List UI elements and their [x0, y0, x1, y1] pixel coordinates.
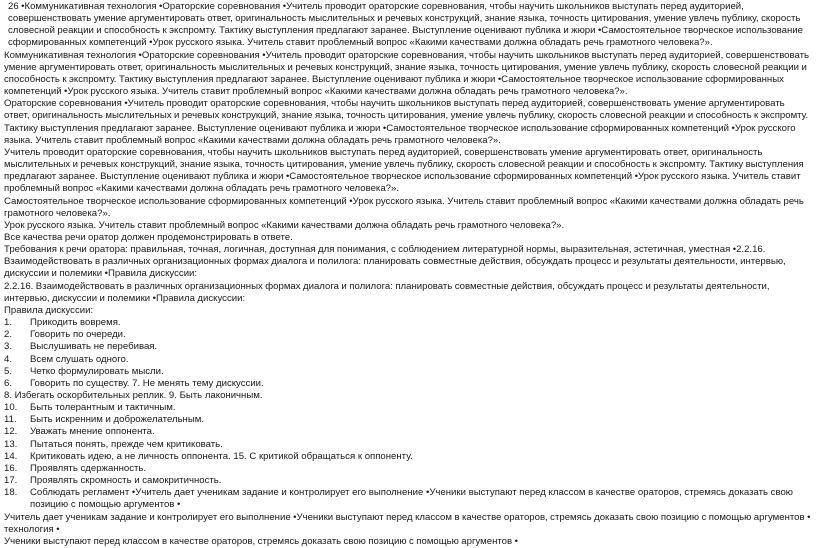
- list-number: 10.: [4, 402, 18, 414]
- list-number: 17.: [4, 475, 18, 487]
- list-number: 2.: [4, 329, 13, 341]
- list-text: Пытаться понять, прежде чем критиковать.: [30, 438, 223, 450]
- closing-paragraph-2: Ученики выступают перед классом в качестве ораторов, стремясь доказать свою позицию с помощью аргументов •: [4, 535, 518, 547]
- list-text: Критиковать идею, а не личность оппонента. 15. С критикой обращаться к оппоненту.: [30, 450, 413, 462]
- list-item: [4, 487, 812, 511]
- list-item: [4, 463, 812, 475]
- list-text: Говорить по существу. 7. Не менять тему дискуссии.: [30, 377, 264, 389]
- paragraph-6: Урок русского языка. Учитель ставит проблемный вопрос «Какими качествами должна обладать речь грамотного человека?».: [4, 219, 565, 231]
- paragraph-7: Все качества речи оратор должен продемонстрировать в ответе.: [4, 231, 293, 243]
- list-item: [4, 317, 812, 329]
- list-text: Четко формулировать мысли.: [30, 365, 164, 377]
- list-number: 18.: [4, 487, 18, 499]
- list-text: Говорить по очереди.: [30, 329, 126, 341]
- list-item: [4, 475, 812, 487]
- paragraph-3: Ораторские соревнования •Учитель проводит ораторские соревнования, чтобы научить школьников выступать перед аудиторией, совершенствовать умение аргументировать ответ, оригинальность мыслительных и речевых конструкций, знание языка, точность цитирования, умение увлечь публику, скорость словесной реакции и способность к экспромту. Тактику выступления предлагают заранее. Выступление оценивают публика и жюри •Самостоятельное творческое использование сформированных компетенций •Урок русского языка. Учитель ставит проблемный вопрос «Какими качествами должна обладать речь грамотного человека?».: [4, 98, 809, 146]
- discussion-rules-list: [4, 317, 812, 512]
- list-number: 12.: [4, 426, 18, 438]
- list-item: [4, 354, 812, 366]
- list-item: [4, 426, 812, 438]
- list-item: [4, 366, 812, 378]
- list-text: Уважать мнение оппонента.: [30, 426, 155, 438]
- paragraph-8: Требования к речи оратора: правильная, точная, логичная, доступная для понимания, с соблюдением литературной нормы, выразительная, эстетичная, уместная •2.2.16. Взаимодействовать в различных организационных формах диалога и полилога: планировать совместные действия, обсуждать процесс и результаты деятельности, интервью, дискуссии и полемики •Правила дискуссии:: [4, 244, 786, 280]
- list-number: 13.: [4, 438, 18, 450]
- list-text: 8. Избегать оскорбительных реплик. 9. Быть лаконичным.: [4, 390, 263, 401]
- list-number: 1.: [4, 317, 13, 329]
- list-number: 16.: [4, 462, 18, 474]
- paragraph-4: Учитель проводит ораторские соревнования, чтобы научить школьников выступать перед аудиторией, совершенствовать умение аргументировать ответ, оригинальность мыслительных и речевых конструкций, знание языка, точность цитирования, умение увлечь публику, скорость словесной реакции и способность к экспромту. Тактику выступления предлагают заранее. Выступление оценивают публика и жюри •Самостоятельное творческое использование сформированных компетенций •Урок русского языка. Учитель ставит проблемный вопрос «Какими качествами должна обладать речь грамотного человека?».: [4, 146, 804, 195]
- list-text: Быть искренним и доброжелательным.: [30, 414, 205, 426]
- list-text: Быть толерантным и тактичным.: [30, 402, 176, 414]
- list-text: Проявлять сдержанность.: [30, 462, 147, 474]
- list-item: [4, 378, 812, 390]
- paragraph-5: Самостоятельное творческое использование сформированных компетенций •Урок русского языка. Учитель ставит проблемный вопрос «Какими качествами должна обладать речь грамотного человека?».: [4, 195, 804, 219]
- discussion-rules-heading: Правила дискуссии:: [4, 304, 94, 316]
- list-item: [4, 451, 812, 463]
- list-number: 3.: [4, 341, 13, 353]
- list-item: [4, 390, 812, 402]
- paragraph-2: Коммуникативная технология •Ораторские соревнования •Учитель проводит ораторские соревнования, чтобы научить школьников выступать перед аудиторией, совершенствовать умение аргументировать ответ, оригинальность мыслительных и речевых конструкций, знание языка, точность цитирования, умение увлечь публику, скорость словесной реакции и способность к экспромту. Тактику выступления предлагают заранее. Выступление оценивают публика и жюри •Самостоятельное творческое использование сформированных компетенций •Урок русского языка. Учитель ставит проблемный вопрос «Какими качествами должна обладать речь грамотного человека?».: [4, 49, 810, 98]
- list-text: Прикодить вовремя.: [30, 317, 121, 329]
- list-text: Всем слушать одного.: [30, 353, 129, 365]
- list-text: Проявлять скромность и самокритичность.: [30, 475, 222, 487]
- paragraph-1: 26 •Коммуникативная технология •Ораторские соревнования •Учитель проводит ораторские соревнования, чтобы научить школьников выступать перед аудиторией, совершенствовать умение аргументировать ответ, оригинальность мыслительных и речевых конструкций, знание языка, точность цитирования, умение увлечь публику, скорость словесной реакции и способность к экспромту. Тактику выступления предлагают заранее. Выступление оценивают публика и жюри •Самостоятельное творческое использование сформированных компетенций •Урок русского языка. Учитель ставит проблемный вопрос «Какими качествами должна обладать речь грамотного человека?».: [8, 1, 803, 49]
- list-text: Соблюдать регламент •Учитель дает ученикам задание и контролирует его выполнение •Ученики выступают перед классом в качестве ораторов, стремясь доказать свою позицию с помощью аргументов •: [30, 487, 793, 511]
- closing-paragraph-1: Учитель дает ученикам задание и контролирует его выполнение •Ученики выступают перед классом в качестве ораторов, стремясь доказать свою позицию с помощью аргументов • технология •: [4, 511, 811, 535]
- list-item: [4, 329, 812, 341]
- paragraph-9: 2.2.16. Взаимодействовать в различных организационных формах диалога и полилога: планировать совместные действия, обсуждать процесс и результаты деятельности, интервью, дискуссии и полемики •Правила дискуссии:: [4, 280, 770, 304]
- list-number: 14.: [4, 450, 18, 462]
- list-number: 4.: [4, 353, 13, 365]
- list-number: 6.: [4, 377, 13, 389]
- list-item: [4, 414, 812, 426]
- list-item: [4, 439, 812, 451]
- list-item: [4, 341, 812, 353]
- list-text: Выслушивать не перебивая.: [30, 341, 158, 353]
- list-number: 5.: [4, 365, 13, 377]
- list-item: [4, 402, 812, 414]
- list-number: 11.: [4, 414, 17, 426]
